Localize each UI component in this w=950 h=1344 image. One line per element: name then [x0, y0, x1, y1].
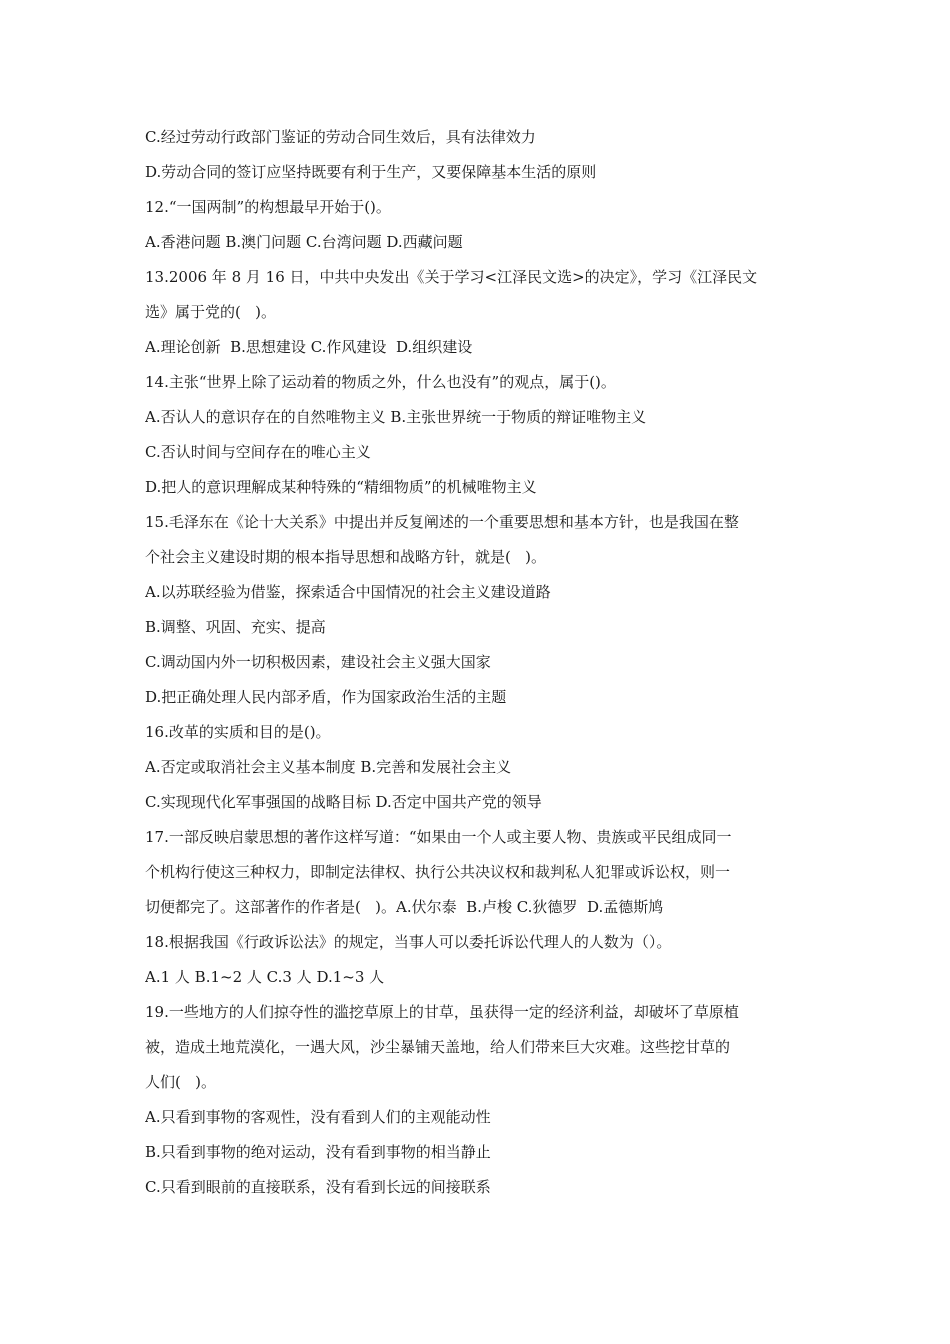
question-17-cont: 个机构行使这三种权力，即制定法律权、执行公共决议权和裁判私人犯罪或诉讼权，则一 [145, 863, 731, 881]
option-line: B.只看到事物的绝对运动，没有看到事物的相当静止 [145, 1143, 491, 1161]
question-13-cont: 选》属于党的( )。 [145, 303, 277, 321]
question-19-cont: 人们( )。 [145, 1073, 217, 1091]
question-16: 16.改革的实质和目的是()。 [145, 723, 331, 741]
question-13: 13.2006 年 8 月 16 日，中共中央发出《关于学习<江泽民文选>的决定》，学习《江泽民文 [145, 268, 758, 286]
question-19-cont: 被，造成土地荒漠化，一遇大风，沙尘暴铺天盖地，给人们带来巨大灾难。这些挖甘草的 [145, 1038, 731, 1056]
question-15-cont: 个社会主义建设时期的根本指导思想和战略方针，就是( )。 [145, 548, 547, 566]
question-19: 19.一些地方的人们掠夺性的滥挖草原上的甘草，虽获得一定的经济利益，却破坏了草原植 [145, 1003, 739, 1021]
option-line: C.实现现代化军事强国的战略目标 D.否定中国共产党的领导 [145, 793, 542, 811]
question-12: 12.“一国两制”的构想最早开始于()。 [145, 198, 391, 216]
document-body [145, 120, 810, 1205]
question-18: 18.根据我国《行政诉讼法》的规定，当事人可以委托诉讼代理人的人数为（）。 [145, 933, 672, 951]
option-line: A.以苏联经验为借鉴，探索适合中国情况的社会主义建设道路 [145, 583, 551, 601]
option-line: A.只看到事物的客观性，没有看到人们的主观能动性 [145, 1108, 491, 1126]
option-line: C.调动国内外一切积极因素，建设社会主义强大国家 [145, 653, 491, 671]
option-line: A.否定或取消社会主义基本制度 B.完善和发展社会主义 [145, 758, 512, 776]
question-17: 17.一部反映启蒙思想的著作这样写道：“如果由一个人或主要人物、贵族或平民组成同一 [145, 828, 732, 846]
option-line: A.否认人的意识存在的自然唯物主义 B.主张世界统一于物质的辩证唯物主义 [145, 408, 647, 426]
question-14: 14.主张“世界上除了运动着的物质之外，什么也没有”的观点，属于()。 [145, 373, 616, 391]
text-line: D.劳动合同的签订应坚持既要有利于生产，又要保障基本生活的原则 [145, 163, 597, 181]
options-18: A.1 人 B.1~2 人 C.3 人 D.1~3 人 [145, 968, 385, 986]
text-line: C.经过劳动行政部门鉴证的劳动合同生效后，具有法律效力 [145, 128, 536, 146]
option-line: D.把人的意识理解成某种特殊的“精细物质”的机械唯物主义 [145, 478, 537, 496]
option-line: B.调整、巩固、充实、提高 [145, 618, 326, 636]
options-12: A.香港问题 B.澳门问题 C.台湾问题 D.西藏问题 [145, 233, 463, 251]
options-13: A.理论创新 B.思想建设 C.作风建设 D.组织建设 [145, 338, 473, 356]
option-line: D.把正确处理人民内部矛盾，作为国家政治生活的主题 [145, 688, 507, 706]
question-15: 15.毛泽东在《论十大关系》中提出并反复阐述的一个重要思想和基本方针，也是我国在整 [145, 513, 739, 531]
option-line: C.否认时间与空间存在的唯心主义 [145, 443, 371, 461]
option-line: C.只看到眼前的直接联系，没有看到长远的间接联系 [145, 1178, 491, 1196]
question-17-cont: 切便都完了。这部著作的作者是( )。A.伏尔泰 B.卢梭 C.狄德罗 D.孟德斯鸠 [145, 898, 664, 916]
